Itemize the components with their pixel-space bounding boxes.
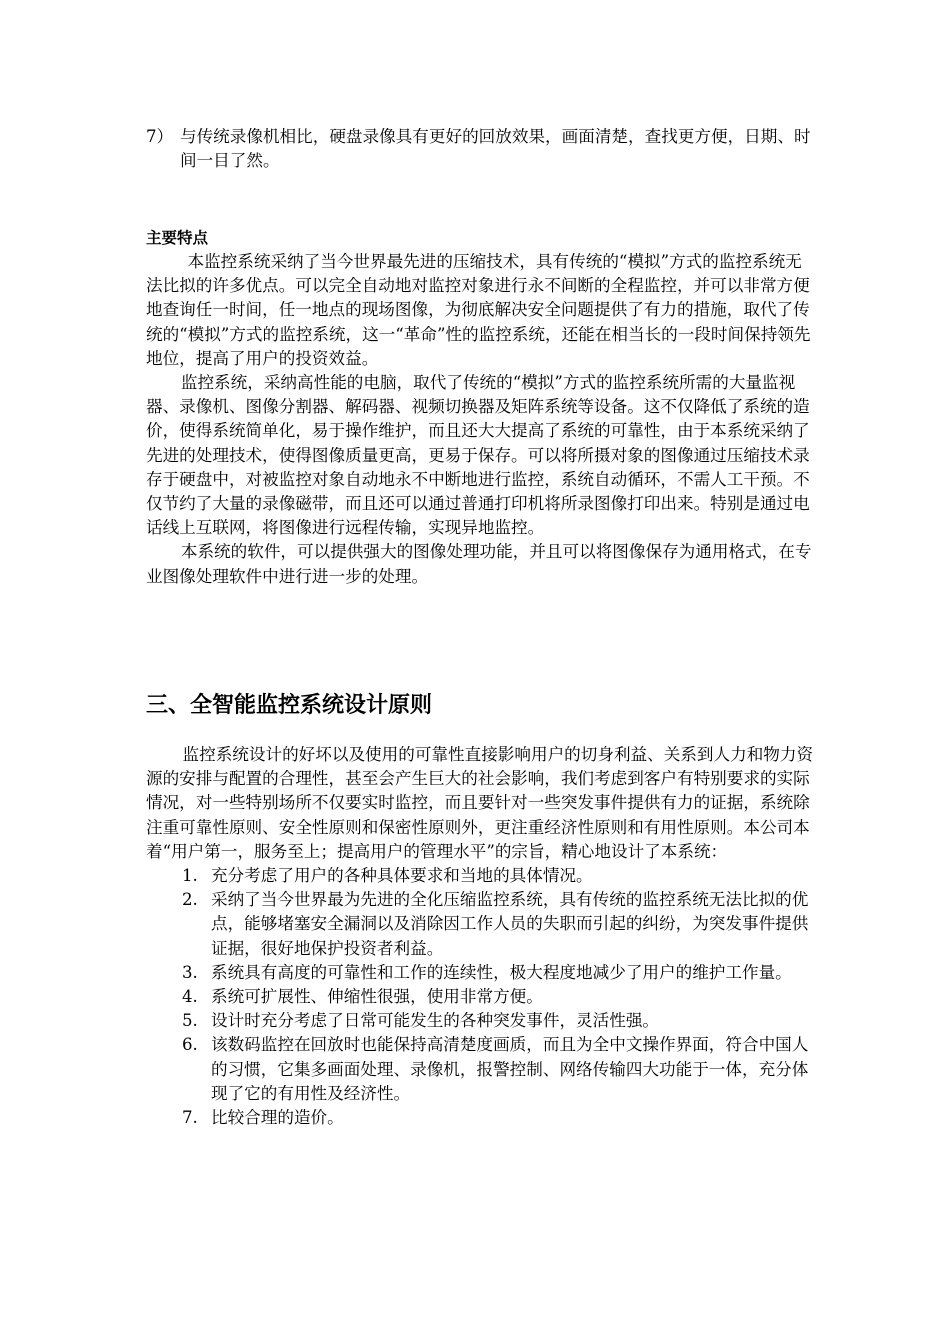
paragraph: 本系统的软件，可以提供强大的图像处理功能，并且可以将图像保存为通用格式，在专业图像处理软件中进行进一步的处理。 <box>146 542 812 586</box>
list-item-number: 5. <box>182 1011 198 1031</box>
list-item-text: 采纳了当今世界最为先进的全化压缩监控系统，具有传统的监控系统无法比拟的优点，能够堵塞安全漏洞以及消除因工作人员的失职而引起的纠纷，为突发事件提供证据，很好地保护投资者利益。 <box>211 890 809 958</box>
list-item-number: 1. <box>182 866 198 886</box>
paragraph: 监控系统，采纳高性能的电脑，取代了传统的“模拟”方式的监控系统所需的大量监视器、录像机、图像分割器、解码器、视频切换器及矩阵系统等设备。这不仅降低了系统的造价，使得系统简单化，易于操作维护，而且还大大提高了系统的可靠性，由于本系统采纳了先进的处理技术，使得图像质量更高，更易于保存。可以将所摄对象的图像通过压缩技术录存于硬盘中，对被监控对象自动地永不中断地进行监控，系统自动循环，不需人工干预。不仅节约了大量的录像磁带，而且还可以通过普通打印机将所录图像打印出来。特别是通过电话线上互联网，将图像进行远程传输，实现异地监控。 <box>146 373 810 538</box>
list-item-text: 充分考虑了用户的各种具体要求和当地的具体情况。 <box>211 866 593 886</box>
principles-body <box>146 743 814 1130</box>
section-title-main-features: 主要特点 <box>146 229 209 247</box>
principles-list <box>146 864 814 1130</box>
list-item-text: 与传统录像机相比，硬盘录像具有更好的回放效果，画面清楚，查找更方便，日期、时间一目了然。 <box>180 127 811 171</box>
list-item-text: 设计时充分考虑了日常可能发生的各种突发事件，灵活性强。 <box>211 1011 660 1031</box>
list-item <box>146 961 814 985</box>
list-item-number: 6. <box>182 1035 198 1055</box>
paragraph: 本监控系统采纳了当今世界最先进的压缩技术，具有传统的“模拟”方式的监控系统无法比拟的许多优点。可以完全自动地对监控对象进行永不间断的全程监控，并可以非常方便地查询任一时间，任一地点的现场图像，为彻底解决安全问题提供了有力的措施，取代了传统的“模拟”方式的监控系统，这一“革命”性的监控系统，还能在相当长的一段时间保持领先地位，提高了用户的投资效益。 <box>146 252 811 368</box>
list-item-number: 7. <box>182 1108 198 1128</box>
list-item <box>146 1106 814 1130</box>
list-item <box>146 1009 814 1033</box>
list-item-text: 比较合理的造价。 <box>211 1108 344 1128</box>
features-body <box>146 250 814 589</box>
list-item <box>146 888 814 961</box>
list-item <box>146 1033 814 1106</box>
list-item-text: 系统具有高度的可靠性和工作的连续性，极大程度地减少了用户的维护工作量。 <box>211 962 792 982</box>
list-item <box>146 864 814 888</box>
paragraph: 监控系统设计的好坏以及使用的可靠性直接影响用户的切身利益、关系到人力和物力资源的安排与配置的合理性，甚至会产生巨大的社会影响，我们考虑到客户有特别要求的实际情况，对一些特别场所不仅要实时监控，而且要针对一些突发事件提供有力的证据，系统除注重可靠性原则、安全性原则和保密性原则外，更注重经济性原则和有用性原则。本公司本着“用户第一，服务至上；提高用户的管理水平”的宗旨，精心地设计了本系统： <box>146 745 814 861</box>
list-item-text: 该数码监控在回放时也能保持高清楚度画质，而且为全中文操作界面，符合中国人的习惯，它集多画面处理、录像机，报警控制、网络传输四大功能于一体，充分体现了它的有用性及经济性。 <box>211 1035 809 1103</box>
list-item-number: 3. <box>182 962 198 982</box>
list-item-number: 7） <box>146 127 174 146</box>
list-item-text: 系统可扩展性、伸缩性很强，使用非常方便。 <box>211 987 543 1007</box>
list-item-number: 2. <box>182 890 198 910</box>
list-item-7 <box>146 125 826 173</box>
section-heading-design-principles: 三、全智能监控系统设计原则 <box>146 693 433 718</box>
list-item-number: 4. <box>182 987 198 1007</box>
list-item <box>146 985 814 1009</box>
